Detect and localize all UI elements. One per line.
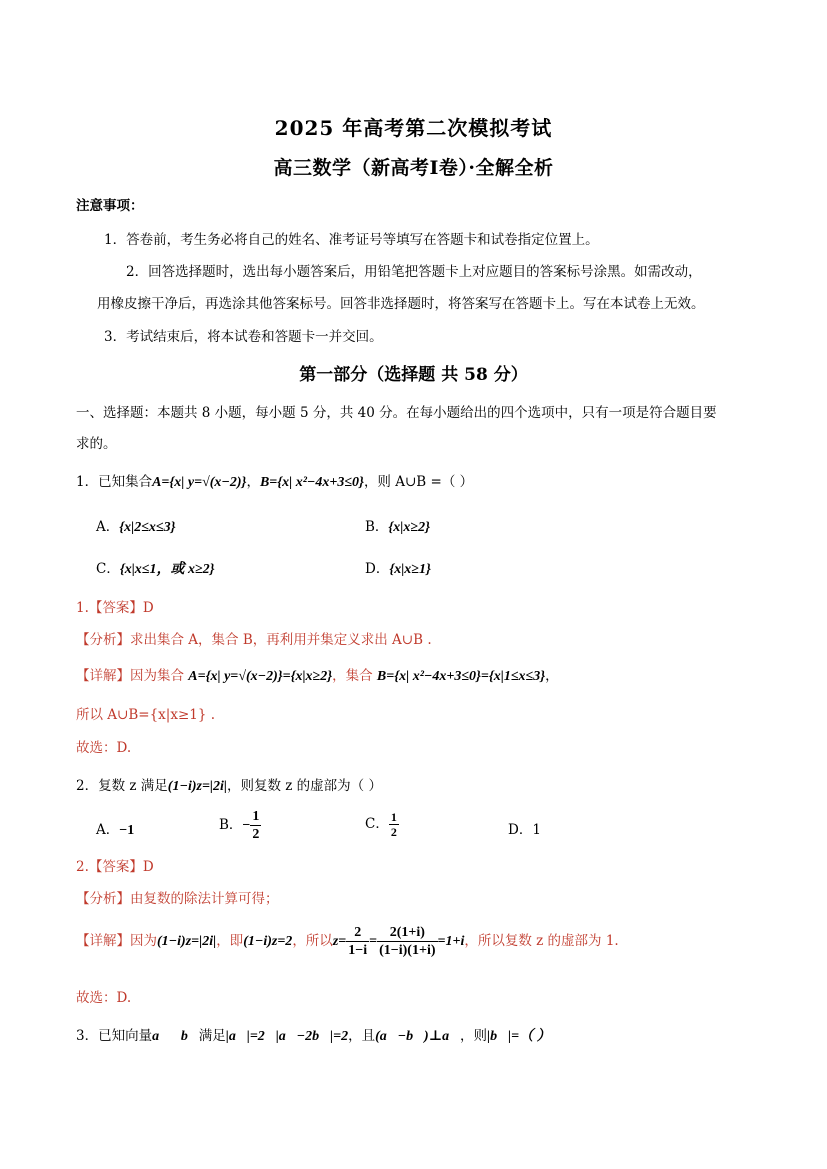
q2-detail-fraction-1-denominator: 1−i [348, 943, 368, 958]
q1-set-b: B={x| x²−4x+3≤0} [259, 475, 364, 490]
q2-option-b [219, 808, 261, 843]
q2-option-b-label: B． [219, 817, 243, 833]
q1-option-b [365, 515, 430, 536]
q1-option-d-label: D． [365, 561, 390, 577]
q2-analysis [76, 887, 279, 907]
q2-detail-fraction-1 [346, 924, 369, 959]
q2-option-b-numerator: 1 [252, 809, 260, 824]
notice-item-2-line-1: 2．回答选择题时，选出每小题答案后，用铅笔把答题卡上对应题目的答案标号涂黑。如需改动， [126, 264, 702, 280]
notice-heading: 注意事项： [76, 198, 144, 214]
q2-option-a-value: −1 [119, 823, 135, 838]
q1-option-b-label: B． [365, 519, 389, 535]
q1-option-c-value: {x|x≤1，或 x≥2} [119, 562, 215, 577]
q2-option-a [96, 818, 134, 839]
q1-option-a-value: {x|2≤x≤3} [119, 520, 176, 535]
q1-detail-text-c: ， [545, 668, 559, 684]
notice-item-1: 1．答卷前，考生务必将自己的姓名、准考证号等填写在答题卡和试卷指定位置上。 [104, 232, 599, 248]
q2-option-d-value: 1 [532, 822, 541, 838]
q2-stem-text-a: 2．复数 z 满足 [76, 778, 168, 794]
q3-stem-math-b: (a⃗−b⃗)⊥a⃗ [375, 1029, 461, 1044]
q2-detail-math-c: z= [332, 934, 347, 949]
q2-detail-math-b: (1−i)z=2 [243, 934, 293, 949]
q2-detail-fraction-2-denominator: (1−i)(1+i) [379, 943, 436, 958]
q2-option-b-fraction [250, 808, 261, 843]
q2-option-c-numerator: 1 [390, 810, 397, 824]
q1-option-b-value: {x|x≥2} [388, 520, 430, 535]
notice-item-3: 3．考试结束后，将本试卷和答题卡一并交回。 [104, 329, 383, 345]
q2-detail-fraction-2-numerator: 2(1+i) [377, 924, 437, 942]
q2-detail-fraction-2 [377, 924, 437, 959]
q2-choose: 故选：D. [76, 990, 132, 1006]
page-subtitle: 高三数学（新高考Ⅰ卷）·全解全析 [273, 157, 554, 179]
q1-option-c-label: C． [96, 561, 120, 577]
q2-option-d-label: D． [508, 822, 533, 838]
section-intro-line-1: 一、选择题：本题共 8 小题，每小题 5 分，共 40 分。在每小题给出的四个选项中，只有一项是符合题目要 [76, 405, 717, 421]
q1-option-d-value: {x|x≥1} [389, 562, 431, 577]
q1-detail-math-a: A={x| y=√(x−2)}={x|x≥2} [188, 669, 333, 684]
q3-stem-text-d: ，则 [460, 1028, 488, 1044]
q3-stem [76, 1024, 551, 1045]
q1-comma: ， [246, 474, 260, 490]
q2-stem-text-b: ，则复数 z 的虚部为（ ） [226, 778, 382, 794]
q3-stem-text-a: 3．已知向量 [76, 1028, 153, 1044]
page-title: 2025 年高考第二次模拟考试 [274, 116, 553, 140]
q1-set-a: A={x| y=√(x−2)} [152, 475, 247, 490]
q1-number: 1．已知集合 [76, 474, 153, 490]
q1-answer: 1.【答案】D [76, 600, 154, 616]
q2-option-c-denominator: 2 [390, 825, 397, 839]
q2-detail-fraction-1-numerator: 2 [346, 924, 369, 942]
q3-stem-text-b: 满足 [198, 1028, 226, 1044]
q1-option-d [365, 557, 431, 578]
notice-item-2-line-2: 用橡皮擦干净后，再选涂其他答案标号。回答非选择题时，将答案写在答题卡上。写在本试卷上无效。 [97, 296, 705, 312]
q2-detail-text-d: ，所以复数 z 的虚部为 1. [464, 933, 619, 949]
q2-analysis-tag: 【分析】 [76, 891, 130, 907]
q2-stem [76, 774, 382, 795]
q1-option-a-label: A． [96, 519, 120, 535]
q1-analysis-text: 求出集合 A，集合 B，再利用并集定义求出 A∪B . [130, 632, 432, 648]
q2-detail-math-d: =1+i [437, 934, 465, 949]
q1-detail-text-b: ，集合 [332, 668, 377, 684]
q2-stem-math: (1−i)z=|2i| [167, 779, 227, 794]
q3-stem-math-a: |a⃗|=2，|a⃗−2b⃗|=2 [225, 1029, 349, 1044]
q1-analysis-tag: 【分析】 [76, 632, 130, 648]
q1-detail [76, 664, 559, 685]
section-heading: 第一部分（选择题 共 58 分） [299, 365, 528, 385]
q1-stem [76, 470, 473, 491]
q2-option-b-sign: − [242, 818, 251, 833]
q2-detail-text-c: ，所以 [292, 933, 333, 949]
q2-detail: 【详解】因为(1−i)z=|2i|，即(1−i)z=2，所以z= $\frac{2}{1-i}$ = $\frac{2(1+i)}{(1-i)(1+i)}$ =1+i，所以复数 z 的虚部为 1. [76, 925, 619, 958]
q1-analysis [76, 628, 432, 648]
q1-detail-line-2: 所以 A∪B={x|x≥1} . [76, 707, 216, 723]
q1-option-a [96, 515, 175, 536]
q2-option-c-fraction [389, 810, 399, 839]
q1-detail-text-a: 因为集合 [130, 668, 189, 684]
q2-option-a-label: A． [96, 822, 120, 838]
q1-choose: 故选：D. [76, 740, 132, 756]
q2-detail-text-a: 因为 [130, 933, 157, 949]
q2-detail-text-b: ，即 [216, 933, 244, 949]
q3-stem-vectors: a⃗，b⃗ [152, 1029, 199, 1044]
q2-option-b-denominator: 2 [252, 827, 260, 842]
q1-detail-math-b: B={x| x²−4x+3≤0}={x|1≤x≤3} [376, 669, 546, 684]
q2-option-c-label: C． [365, 816, 389, 832]
q2-detail-math-a: (1−i)z=|2i| [157, 934, 217, 949]
q2-detail-tag: 【详解】 [76, 933, 130, 949]
q2-answer: 2.【答案】D [76, 859, 154, 875]
q1-ask: ，则 A∪B =（ ） [363, 474, 474, 490]
q1-option-c [96, 557, 215, 578]
q2-option-d [508, 818, 541, 838]
q3-stem-math-c: |b⃗|=（ ） [487, 1029, 551, 1044]
q1-detail-tag: 【详解】 [76, 668, 130, 684]
q2-analysis-text: 由复数的除法计算可得； [130, 891, 279, 907]
section-intro-line-2: 求的。 [76, 436, 117, 452]
q2-option-c [365, 810, 399, 839]
q3-stem-text-c: ，且 [348, 1028, 376, 1044]
